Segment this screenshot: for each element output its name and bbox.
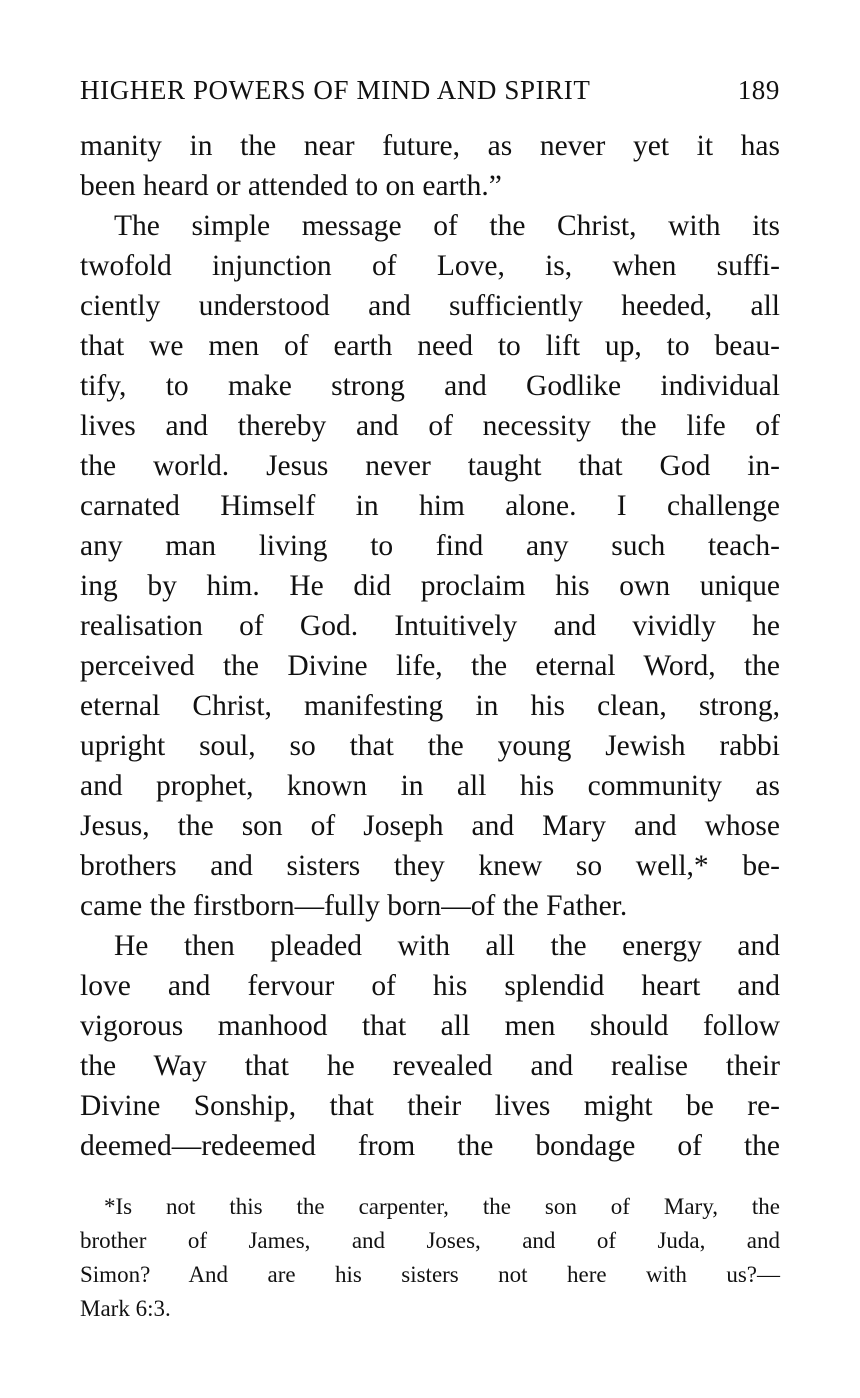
text-line: ciently understood and sufficiently heeded, all — [80, 290, 780, 322]
text-line: upright soul, so that the young Jewish rabbi — [80, 730, 780, 762]
text-line: tify, to make strong and Godlike individual — [80, 370, 780, 402]
footnote-line: Simon? And are his sisters not here with us?— — [80, 1262, 780, 1287]
text-line: love and fervour of his splendid heart and — [80, 970, 780, 1002]
text-line: any man living to find any such teach- — [80, 530, 780, 562]
text-line: He then pleaded with all the energy and — [114, 930, 780, 962]
text-line: been heard or attended to on earth.” — [80, 170, 502, 202]
text-line: vigorous manhood that all men should follow — [80, 1010, 780, 1042]
text-line: deemed—redeemed from the bondage of the — [80, 1130, 780, 1162]
text-line: ing by him. He did proclaim his own unique — [80, 570, 780, 602]
text-line: came the firstborn—fully born—of the Father. — [80, 890, 628, 922]
text-line: The simple message of the Christ, with its — [114, 210, 780, 242]
text-line: brothers and sisters they knew so well,* be- — [80, 850, 780, 882]
text-line: realisation of God. Intuitively and vividly he — [80, 610, 780, 642]
text-line: carnated Himself in him alone. I challenge — [80, 490, 780, 522]
text-line: twofold injunction of Love, is, when suffi- — [80, 250, 780, 282]
text-line: lives and thereby and of necessity the life of — [80, 410, 780, 442]
footnote-line: brother of James, and Joses, and of Juda, and — [80, 1228, 780, 1253]
page-number: 189 — [737, 75, 780, 105]
text-line: manity in the near future, as never yet it has — [80, 130, 780, 162]
text-line: perceived the Divine life, the eternal Word, the — [80, 650, 780, 682]
text-line: and prophet, known in all his community as — [80, 770, 780, 802]
text-line: Jesus, the son of Joseph and Mary and whose — [80, 810, 780, 842]
text-line: the world. Jesus never taught that God in- — [80, 450, 780, 482]
text-line: eternal Christ, manifesting in his clean, strong, — [80, 690, 780, 722]
text-line: that we men of earth need to lift up, to beau- — [80, 330, 780, 362]
text-line: the Way that he revealed and realise their — [80, 1050, 780, 1082]
running-title: HIGHER POWERS OF MIND AND SPIRIT — [80, 75, 591, 105]
running-header — [80, 72, 780, 108]
footnote-line: *Is not this the carpenter, the son of Mary, the — [104, 1194, 780, 1219]
footnote-line: Mark 6:3. — [80, 1296, 171, 1321]
text-line: Divine Sonship, that their lives might be re- — [80, 1090, 780, 1122]
